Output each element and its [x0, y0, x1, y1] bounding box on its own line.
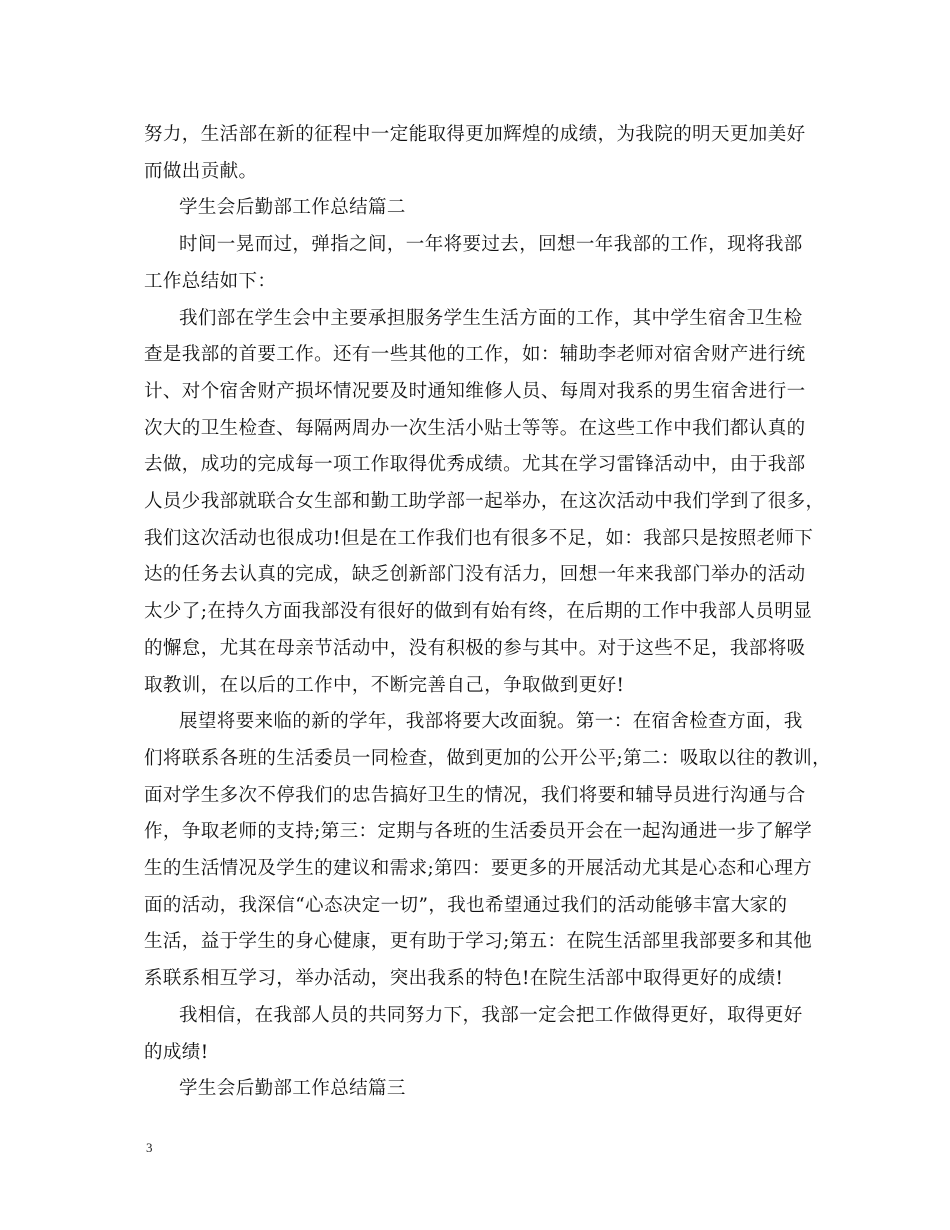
paragraph-line: 取教训，在以后的工作中，不断完善自己，争取做到更好! [144, 674, 625, 696]
paragraph-line: 计、对个宿舍财产损坏情况要及时通知维修人员、每周对我系的男生宿舍进行一 [144, 380, 806, 402]
paragraph-line: 努力，生活部在新的征程中一定能取得更加辉煌的成绩，为我院的明天更加美好 [144, 124, 806, 145]
paragraph-line: 作，争取老师的支持;第三：定期与各班的生活委员开会在一起沟通进一步了解学 [144, 821, 813, 843]
section-heading: 学生会后勤部工作总结篇三 [179, 1078, 406, 1100]
paragraph-line: 生活，益于学生的身心健康，更有助于学习;第五：在院生活部里我部要多和其他 [144, 931, 813, 953]
paragraph-line: 面对学生多次不停我们的忠告搞好卫生的情况，我们将要和辅导员进行沟通与合 [144, 784, 806, 806]
paragraph-line: 工作总结如下： [144, 270, 277, 292]
paragraph-line: 的成绩! [144, 1041, 209, 1063]
paragraph-line: 查是我部的首要工作。还有一些其他的工作，如：辅助李老师对宿舍财产进行统 [144, 344, 806, 366]
paragraph-line: 去做，成功的完成每一项工作取得优秀成绩。尤其在学习雷锋活动中，由于我部 [144, 454, 806, 476]
paragraph-line: 展望将要来临的新的学年，我部将要大改面貌。第一：在宿舍检查方面，我 [179, 711, 803, 733]
paragraph-line: 我们这次活动也很成功!但是在工作我们也有很多不足，如：我部只是按照老师下 [144, 527, 814, 549]
paragraph-line: 我们部在学生会中主要承担服务学生生活方面的工作，其中学生宿舍卫生检 [179, 307, 803, 329]
paragraph-line: 面的活动，我深信“心态决定一切”，我也希望通过我们的活动能够丰富大家的 [144, 894, 788, 916]
paragraph-line: 达的任务去认真的完成，缺乏创新部门没有活力，回想一年来我部门举办的活动 [144, 564, 806, 586]
paragraph-line: 的懈怠，尤其在母亲节活动中，没有积极的参与其中。对于这些不足，我部将吸 [144, 637, 806, 659]
paragraph-line: 生的生活情况及学生的建议和需求;第四：要更多的开展活动尤其是心态和心理方 [144, 858, 813, 879]
paragraph-line: 时间一晃而过，弹指之间，一年将要过去，回想一年我部的工作，现将我部 [179, 234, 803, 256]
paragraph-line: 系联系相互学习，举办活动，突出我系的特色!在院生活部中取得更好的成绩! [144, 968, 784, 990]
paragraph-line: 们将联系各班的生活委员一同检查，做到更加的公开公平;第二：吸取以往的教训， [144, 747, 832, 769]
paragraph-line: 我相信，在我部人员的共同努力下，我部一定会把工作做得更好，取得更好 [179, 1004, 803, 1026]
page-number: 3 [146, 1140, 153, 1155]
paragraph-line: 太少了;在持久方面我部没有很好的做到有始有终，在后期的工作中我部人员明显 [144, 601, 813, 623]
section-heading: 学生会后勤部工作总结篇二 [179, 197, 406, 219]
paragraph-line: 而做出贡献。 [144, 160, 258, 182]
paragraph-line: 人员少我部就联合女生部和勤工助学部一起举办，在这次活动中我们学到了很多， [144, 491, 825, 512]
paragraph-line: 次大的卫生检查、每隔两周办一次生活小贴士等等。在这些工作中我们都认真的 [144, 417, 806, 439]
